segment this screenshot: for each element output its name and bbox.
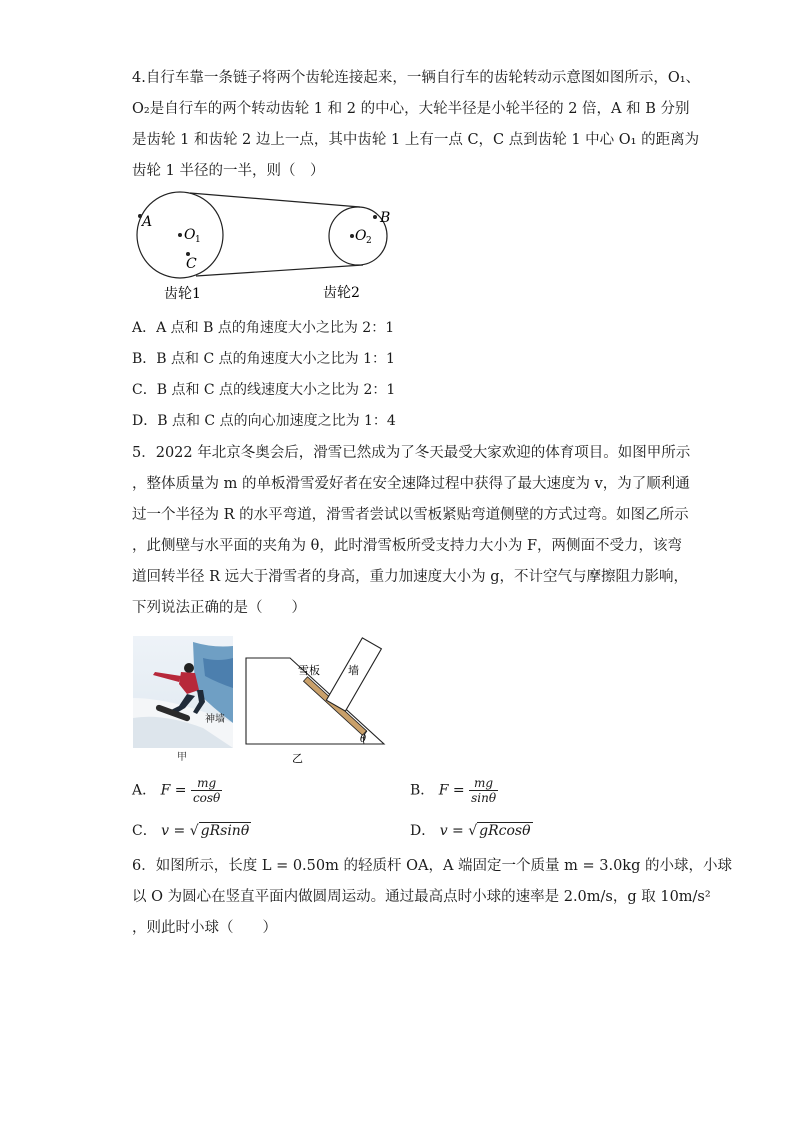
fraction-denominator: sinθ <box>471 791 497 805</box>
q5-option-d <box>410 820 533 840</box>
q5-option-d-radicand: gRcosθ <box>479 823 531 839</box>
q4-line-3: 是齿轮 1 和齿轮 2 边上一点，其中齿轮 1 上有一点 C，C 点到齿轮 1 中心 O₁ 的距离为 <box>132 132 700 148</box>
snowboarder-photo <box>133 628 233 764</box>
gear-diagram <box>130 190 400 305</box>
q5-option-c-lhs: v = <box>161 823 186 839</box>
label-theta: θ <box>360 734 367 745</box>
q4-option-a: A．A 点和 B 点的角速度大小之比为 2：1 <box>132 320 395 336</box>
q5-option-d-prefix: D． <box>410 823 436 839</box>
photo-caption: 甲 <box>177 752 187 763</box>
diagram-caption: 乙 <box>292 752 303 765</box>
q5-line-3: 过一个半径为 R 的水平弯道，滑雪者尝试以雪板紧贴弯道侧壁的方式过弯。如图乙所示 <box>132 507 689 523</box>
fraction-numerator: mg <box>191 776 222 791</box>
q6-line-1: 6．如图所示，长度 L = 0.50m 的轻质杆 OA，A 端固定一个质量 m = 3.0kg 的小球，小球 <box>132 858 732 874</box>
label-o1-sub: 1 <box>195 235 201 245</box>
point-o2-dot <box>350 234 354 238</box>
label-a: A <box>142 214 153 230</box>
q5-option-a <box>132 776 222 805</box>
q5-option-d-lhs: v = <box>439 823 464 839</box>
q5-option-a-lhs: F = <box>160 782 187 799</box>
q5-line-2: ，整体质量为 m 的单板滑雪爱好者在安全速降过程中获得了最大速度为 v，为了顺利通 <box>132 476 690 492</box>
q4-line-2: O₂是自行车的两个转动齿轮 1 和 2 的中心，大轮半径是小轮半径的 2 倍，A 和 B 分别 <box>132 101 690 117</box>
q5-line-1: 5．2022 年北京冬奥会后，滑雪已然成为了冬天最受大家欢迎的体育项目。如图甲所示 <box>132 445 691 461</box>
label-c: C <box>186 256 197 272</box>
q4-option-d: D．B 点和 C 点的向心加速度之比为 1：4 <box>132 413 396 429</box>
photo-label-wall: 神墙 <box>205 714 225 725</box>
label-o2: O <box>355 228 367 244</box>
q5-option-b-prefix: B． <box>410 782 435 799</box>
q5-option-b <box>410 776 498 805</box>
q5-option-c-prefix: C． <box>132 823 157 839</box>
point-o1-dot <box>178 233 182 237</box>
q5-option-c-radicand: gRsinθ <box>200 823 250 839</box>
q6-line-3: ，则此时小球（ ） <box>132 920 277 936</box>
q5-line-4: ，此侧壁与水平面的夹角为 θ，此时滑雪板所受支持力大小为 F，两侧面不受力，该弯 <box>132 538 683 554</box>
q5-option-b-fraction <box>469 776 498 805</box>
q5-line-6: 下列说法正确的是（ ） <box>132 600 306 616</box>
label-o1: O <box>184 227 196 243</box>
fraction-numerator: mg <box>469 776 498 791</box>
wall-diagram <box>240 636 388 766</box>
q4-line-1: 4.自行车靠一条链子将两个齿轮连接起来，一辆自行车的齿轮转动示意图如图所示，O₁、 <box>132 70 701 86</box>
rider-helmet <box>184 663 194 673</box>
chain-bottom <box>196 265 363 276</box>
q5-option-a-prefix: A． <box>132 782 157 799</box>
label-wall: 墙 <box>348 664 359 677</box>
q4-option-c: C．B 点和 C 点的线速度大小之比为 2：1 <box>132 382 396 398</box>
label-o2-sub: 2 <box>366 236 372 246</box>
q5-option-b-lhs: F = <box>438 782 465 799</box>
fraction-denominator: cosθ <box>192 791 221 805</box>
q4-line-4: 齿轮 1 半径的一半，则（ ） <box>132 163 325 179</box>
sqrt-symbol: √ <box>189 823 199 839</box>
caption-gear-1: 齿轮1 <box>164 286 201 302</box>
caption-gear-2: 齿轮2 <box>323 285 360 301</box>
label-b: B <box>380 210 391 226</box>
label-board: 雪板 <box>298 664 320 677</box>
q6-line-2: 以 O 为圆心在竖直平面内做圆周运动。通过最高点时小球的速率是 2.0m/s，g 取 10m/s² <box>132 889 711 905</box>
chain-top <box>190 193 360 207</box>
sqrt-symbol: √ <box>468 823 478 839</box>
q5-option-a-fraction <box>191 776 222 805</box>
q4-option-b: B．B 点和 C 点的角速度大小之比为 1：1 <box>132 351 395 367</box>
q5-line-5: 道回转半径 R 远大于滑雪者的身高，重力加速度大小为 g，不计空气与摩擦阻力影响， <box>132 569 689 585</box>
q5-option-c <box>132 820 251 840</box>
point-b-dot <box>373 215 377 219</box>
